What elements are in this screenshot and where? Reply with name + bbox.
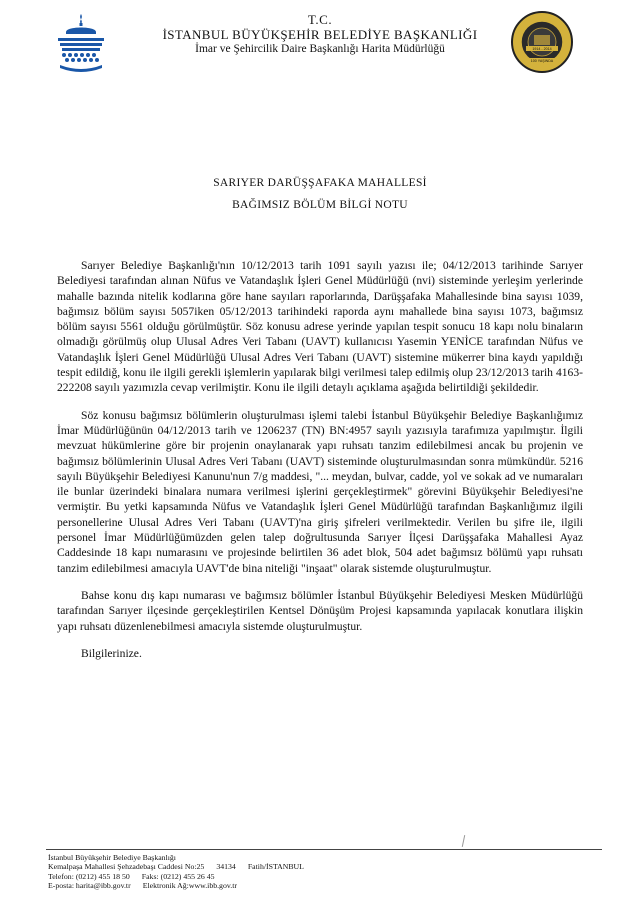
footer-address: [48, 862, 304, 871]
footer-contact: [48, 872, 304, 881]
footer-street: Kemalpaşa Mahallesi Şehzadebaşı Caddesi No:25: [48, 862, 205, 872]
ibb-logo: [52, 10, 110, 74]
document-title-line-2: BAĞIMSIZ BÖLÜM BİLGİ NOTU: [232, 199, 408, 211]
seal-years: 1914 - 2014: [532, 47, 552, 51]
document-body: [57, 258, 583, 673]
footer-city: Fatih/İSTANBUL: [247, 862, 304, 872]
seal-anniversary: 100 YAŞINDA: [530, 59, 554, 63]
paragraph-2: Söz konusu bağımsız bölümlerin oluşturulması işlemi talebi İstanbul Büyükşehir Belediye Başkanlığımız İmar Müdürlüğünün 04/12/2013 tarih ve 1206237 (TN) BN:4957 sayılı yazısıyla tarafımıza yapılmıştır. İlgili mevzuat hükümlerine göre bir projenin onaylanarak yapı ruhsatı tanzim edilebilmesi ancak bu projenin ve bağımsız bölümlerinin Ulusal Adres Veri Tabanı (UAVT) sisteminde oluşturulmasından sonra mümkündür. 5216 sayılı Büyükşehir Belediyesi Kanunu'nun 7/g maddesi, "... meydan, bulvar, cadde, yol ve sokak ad ve numaraları ile bunlar üzerindeki binalara numara verilmesi işlerini gerçekleştirmek" görevini Büyükşehir Belediyesi'ne vermiştir. Bu yetki kapsamında Nüfus ve Vatandaşlık İşleri Genel Müdürlüğü tarafından Başkanlığımız ilgili personellerine Ulusal Adres Veri Tabanı (UAVT)'na giriş şifreleri verilmektedir. Verilen bu şifre ile, ilgili personel İmar Müdürlüğümüzden gelen talep doğrultusunda Sarıyer İlçesi Darüşşafaka Mahallesi Ayaz Caddesinde 18 kapı numarasını ve projesinde belirtilen 36 adet blok, 504 adet bağımsız bölümü yapı ruhsatı tanzim edilebilmesi amacıyla UAVT'de bina niteliği "inşaat" olarak sistemde oluşturulmuştur.: [57, 408, 583, 575]
footer: [48, 853, 304, 891]
header-line-2: İSTANBUL BÜYÜKŞEHİR BELEDİYE BAŞKANLIĞI: [162, 27, 478, 42]
footer-divider: [46, 849, 602, 850]
letterhead: [120, 12, 520, 56]
paragraph-3: Bahse konu dış kapı numarası ve bağımsız bölümler İstanbul Büyükşehir Belediyesi Mesken Müdürlüğü tarafından Sarıyer ilçesinde gerçekleştirilen Kentsel Dönüşüm Projesi kapsamında yapılacak konutlara ilişkin yapı ruhsatı düzenlenebilmesi amacıyla sistemde oluşturulmuştur.: [57, 588, 583, 633]
header-line-3: İmar ve Şehircilik Daire Başkanlığı Harita Müdürlüğü: [195, 43, 445, 55]
paragraph-1: Sarıyer Belediye Başkanlığı'nın 10/12/2013 tarih 1091 sayılı yazısı ile; 04/12/2013 tarihinde Sarıyer Belediyesi tarafından alınan Nüfus ve Vatandaşlık İşleri Genel Müdürlüğü (nvi) sisteminde yerleşim yerlerinde mahalle bazında nitelik kodlarına göre hane sayıları raporlarında, Darüşşafaka Mahallesinde bina sayısı 1039, bağımsız bölüm sayısı 5057iken 05/12/2013 tarihindeki raporda aynı mahallede bina sayısı 1073, bağımsız bölüm sayısı 5561 olduğu görülmüştür. Söz konusu adrese yerinde yapılan tespit sonucu 18 kapı nolu binaların olmadığı görülmüş olup Ulusal Adres Veri Tabanı (UAVT) kullanıcısı Yasemin YENİCE tarafından Nüfus ve Vatandaşlık İşleri Genel Müdürlüğü Ulusal Adres Veri Tabanı (UAVT) sistemine mükerrer bina kaydı yapıldığı tespit edildiğ, konu ile ilgili gerekli işlemlerin yapılarak bilgi verilmesi talep edilmiş olup 23/12/2013 tarih 4163-222208 sayılı yazımızla cevap verilmiştir. Konu ile ilgili detaylı açıklama aşağıda belirtildiği şekildedir.: [57, 259, 583, 395]
closing-text: Bilgilerinize.: [81, 646, 142, 660]
document-title-line-1: SARIYER DARÜŞŞAFAKA MAHALLESİ: [213, 177, 427, 189]
footer-email[interactable]: E-posta: harita@ibb.gov.tr: [48, 881, 131, 891]
footer-online: [48, 881, 304, 890]
footer-fax: Faks: (0212) 455 26 45: [141, 871, 215, 881]
footer-line-1: İstanbul Büyükşehir Belediye Başkanlığı: [48, 853, 176, 862]
footer-web[interactable]: Elektronik Ağ:www.ibb.gov.tr: [142, 881, 237, 891]
footer-postcode: 34134: [216, 862, 236, 872]
header-line-1: T.C.: [307, 12, 333, 27]
footer-phone: Telefon: (0212) 455 18 50: [48, 871, 130, 881]
stray-mark: [462, 835, 465, 847]
